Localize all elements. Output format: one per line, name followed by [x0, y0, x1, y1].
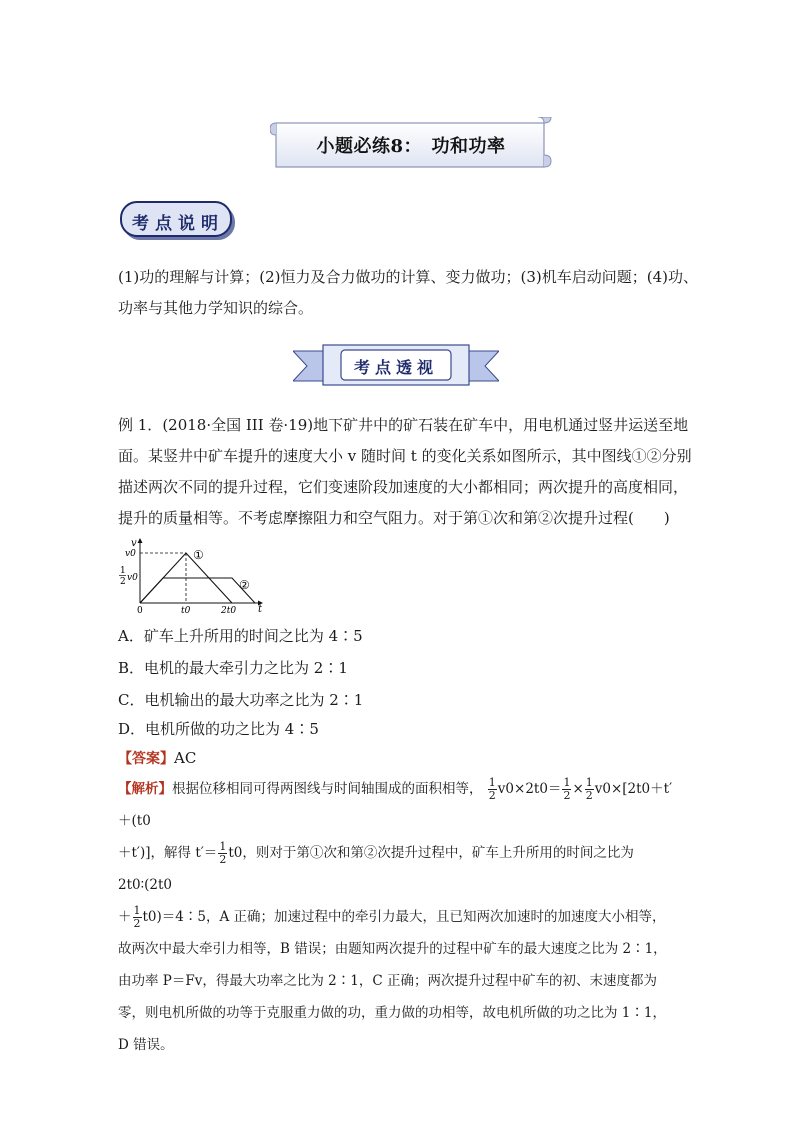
page-title: 小题必练8： 功和功率 — [316, 136, 506, 157]
explanation-text-1: 根据位移相同可得两图线与时间轴围成的面积相等， — [172, 781, 483, 797]
y-axis-arrow-icon — [138, 538, 143, 543]
answer-value: AC — [174, 749, 197, 767]
y-tick-half-v: v0 — [127, 573, 138, 583]
explanation-line-7: D 错误。 — [118, 1037, 174, 1053]
explanation-math-2: × — [572, 781, 584, 797]
badge-explain-label: 考点说明 — [132, 213, 224, 234]
option-a: A．矿车上升所用的时间之比为 4∶5 — [118, 627, 363, 645]
y-axis-label: v — [131, 538, 137, 549]
explanation-line-6: 零，则电机所做的功等于克服重力做的功，重力做的功相等，故电机所做的功之比为 1∶1， — [118, 1005, 666, 1021]
title-banner — [270, 117, 552, 173]
section-badge-explain — [120, 201, 236, 241]
fraction-half-4: $\frac{1}{2}$ — [219, 840, 227, 866]
option-d: D．电机所做的功之比为 4∶5 — [118, 720, 319, 738]
explanation-text-2b: t0，则对于第①次和第②次提升过程中，矿车上升所用的时间之比为 2t0∶(2t0 — [118, 845, 634, 893]
explanation-text-2: ＋t′)]，解得 t′＝ — [118, 845, 218, 861]
explanation — [118, 773, 680, 1061]
explanation-line-4: 故两次中最大牵引力相等，B 错误；由题知两次提升的过程中矿车的最大速度之比为 2∶1， — [118, 941, 667, 957]
curve-2-label: ② — [239, 578, 250, 592]
answer-line — [118, 748, 196, 768]
question-text — [118, 410, 698, 534]
x-tick-t0: t0 — [181, 606, 191, 615]
y-tick-v0: v0 — [125, 549, 136, 559]
option-c: C．电机输出的最大功率之比为 2∶1 — [118, 691, 364, 709]
explanation-tag: 【解析】 — [118, 781, 172, 797]
x-tick-2t0: 2t0 — [221, 606, 237, 615]
explanation-line-3: ＋ $\frac{1}{2}$ t0)＝4∶5，A 正确；加速过程中的牵引力最大，且已知两次加速时的加速度大小相等， — [118, 904, 666, 930]
fraction-half-1: $\frac{1}{2}$ — [488, 776, 496, 802]
explanation-math-3: v0×[2t0＋t′＋(t0 — [118, 781, 673, 829]
vt-graph-svg — [115, 537, 265, 615]
section-ribbon-focus — [293, 343, 499, 389]
explanation-text-3: t0)＝4∶5，A 正确；加速过程中的牵引力最大，且已知两次加速时的加速度大小相等， — [142, 909, 666, 925]
curve-1-label: ① — [193, 548, 204, 562]
fraction-half-2: $\frac{1}{2}$ — [563, 776, 571, 802]
explanation-line-2 — [118, 837, 680, 901]
x-axis-label: t — [258, 604, 263, 615]
answer-tag: 【答案】 — [118, 751, 174, 767]
question-source: (2018·全国 III 卷·19) — [162, 416, 314, 434]
fraction-half-3: $\frac{1}{2}$ — [585, 776, 593, 802]
vt-graph — [115, 537, 265, 619]
y-tick-half-den: 2 — [120, 577, 126, 587]
intro-text: (1)功的理解与计算；(2)恒力及合力做功的计算、变力做功；(3)机车启动问题；(4)功、功率与其他力学知识的综合。 — [118, 268, 698, 317]
option-b: B．电机的最大牵引力之比为 2∶1 — [118, 659, 348, 677]
question-label: 例 1． — [118, 416, 163, 434]
fraction-half-5: $\frac{1}{2}$ — [133, 904, 141, 930]
curve-2 — [140, 578, 255, 603]
x-origin: 0 — [137, 606, 143, 615]
question-body: 地下矿井中的矿石装在矿车中，用电机通过竖井运送至地面。某竖井中矿车提升的速度大小 v 随时间 t 的变化关系如图所示，其中图线①②分别描述两次不同的提升过程，它们变速阶段加速度的大小都相同；两次提升的高度相同，提升的质量相等。不考虑摩擦阻力和空气阻力。对于第①次和第②次提升过程( ) — [118, 416, 692, 527]
explanation-line-5: 由功率 P＝Fv，得最大功率之比为 2∶1，C 正确；两次提升过程中矿车的初、末速度都为 — [118, 973, 657, 989]
y-tick-half-num: 1 — [120, 566, 126, 576]
explanation-math-1: v0×2t0＝ — [497, 781, 562, 797]
explanation-line-1 — [118, 773, 680, 837]
ribbon-focus-label: 考点透视 — [353, 357, 438, 377]
